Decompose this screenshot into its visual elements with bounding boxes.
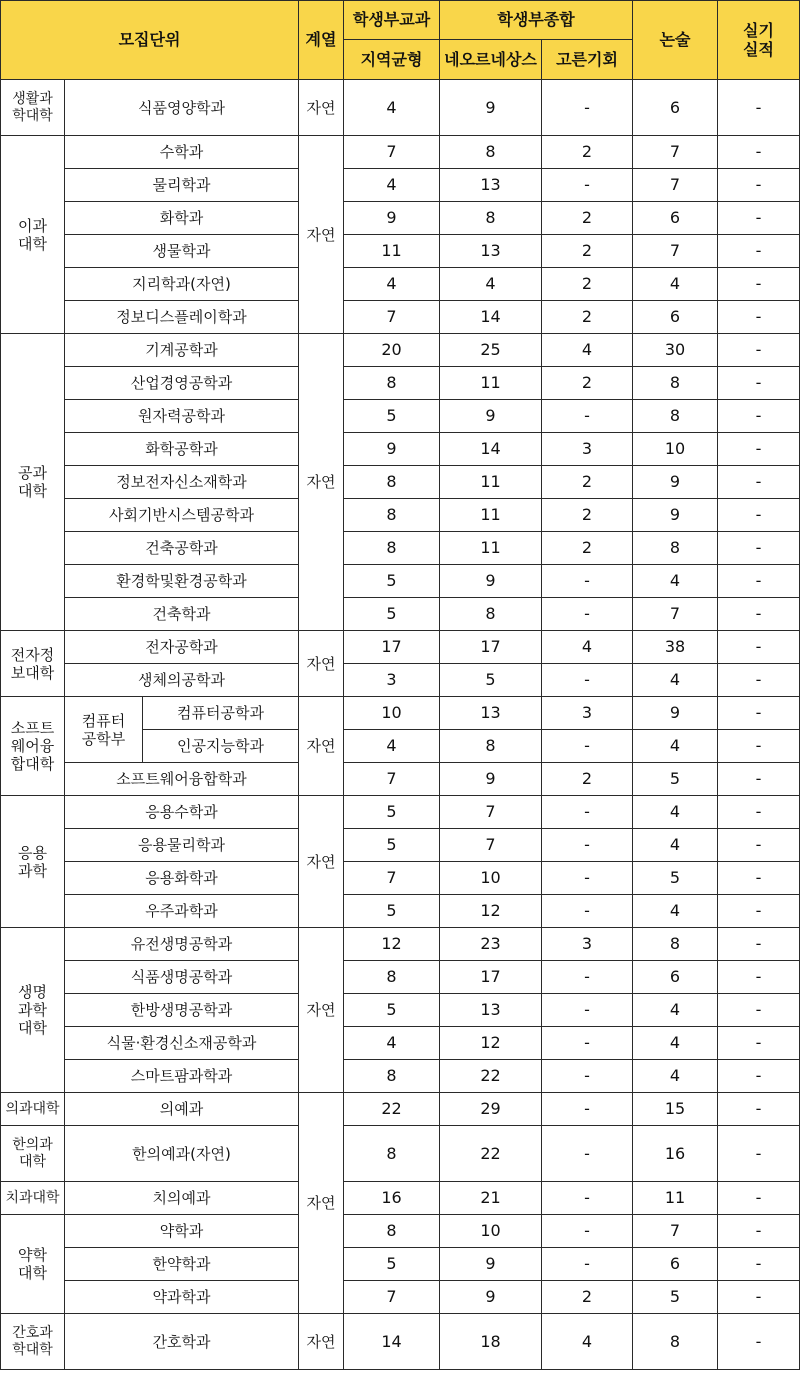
dept-cell: 우주과학과 (65, 895, 299, 928)
essay-cell: 7 (633, 1215, 718, 1248)
equal-cell: 2 (542, 301, 633, 334)
essay-cell: 11 (633, 1182, 718, 1215)
essay-cell: 5 (633, 763, 718, 796)
neo-cell: 13 (440, 235, 542, 268)
equal-cell: 2 (542, 235, 633, 268)
equal-cell: - (542, 961, 633, 994)
college-cell: 전자정 보대학 (1, 631, 65, 697)
dept-cell: 한의예과(자연) (65, 1126, 299, 1182)
practical-cell: - (718, 532, 800, 565)
dept-cell: 식물·환경신소재공학과 (65, 1027, 299, 1060)
equal-cell: - (542, 730, 633, 763)
college-cell: 간호과 학대학 (1, 1314, 65, 1370)
practical-cell: - (718, 400, 800, 433)
equal-cell: - (542, 169, 633, 202)
table-row (1, 202, 800, 235)
neo-cell: 9 (440, 400, 542, 433)
practical-cell: - (718, 235, 800, 268)
header-track: 계열 (299, 1, 344, 80)
dept-cell: 정보디스플레이학과 (65, 301, 299, 334)
essay-cell: 7 (633, 235, 718, 268)
dept-cell: 물리학과 (65, 169, 299, 202)
regional-cell: 5 (344, 400, 440, 433)
division-cell: 컴퓨터 공학부 (65, 697, 143, 763)
regional-cell: 9 (344, 433, 440, 466)
header-school-grades: 학생부교과 (344, 1, 440, 40)
regional-cell: 22 (344, 1093, 440, 1126)
neo-cell: 17 (440, 961, 542, 994)
regional-cell: 4 (344, 80, 440, 136)
table-row (1, 697, 800, 730)
dept-cell: 응용화학과 (65, 862, 299, 895)
table-row (1, 1314, 800, 1370)
dept-cell: 원자력공학과 (65, 400, 299, 433)
essay-cell: 4 (633, 796, 718, 829)
header-essay: 논술 (633, 1, 718, 80)
college-cell: 생활과 학대학 (1, 80, 65, 136)
practical-cell: - (718, 1281, 800, 1314)
equal-cell: - (542, 1027, 633, 1060)
regional-cell: 8 (344, 1126, 440, 1182)
dept-cell: 간호학과 (65, 1314, 299, 1370)
regional-cell: 5 (344, 829, 440, 862)
dept-cell: 기계공학과 (65, 334, 299, 367)
track-cell: 자연 (299, 796, 344, 928)
equal-cell: - (542, 994, 633, 1027)
regional-cell: 8 (344, 1215, 440, 1248)
practical-cell: - (718, 367, 800, 400)
neo-cell: 13 (440, 169, 542, 202)
practical-cell: - (718, 80, 800, 136)
equal-cell: 2 (542, 466, 633, 499)
neo-cell: 9 (440, 763, 542, 796)
regional-cell: 5 (344, 565, 440, 598)
regional-cell: 4 (344, 1027, 440, 1060)
dept-cell: 응용물리학과 (65, 829, 299, 862)
neo-cell: 9 (440, 1281, 542, 1314)
practical-cell: - (718, 796, 800, 829)
college-cell: 약학 대학 (1, 1215, 65, 1314)
essay-cell: 9 (633, 697, 718, 730)
regional-cell: 12 (344, 928, 440, 961)
header-practical: 실기 실적 (718, 1, 800, 80)
regional-cell: 9 (344, 202, 440, 235)
practical-cell: - (718, 730, 800, 763)
college-cell: 응용 과학 (1, 796, 65, 928)
regional-cell: 14 (344, 1314, 440, 1370)
practical-cell: - (718, 763, 800, 796)
table-row (1, 961, 800, 994)
practical-cell: - (718, 334, 800, 367)
table-row (1, 631, 800, 664)
header-regional: 지역균형 (344, 40, 440, 80)
equal-cell: - (542, 829, 633, 862)
equal-cell: - (542, 565, 633, 598)
college-cell: 이과 대학 (1, 136, 65, 334)
dept-cell: 화학과 (65, 202, 299, 235)
neo-cell: 8 (440, 136, 542, 169)
regional-cell: 8 (344, 367, 440, 400)
neo-cell: 14 (440, 301, 542, 334)
practical-cell: - (718, 928, 800, 961)
essay-cell: 7 (633, 169, 718, 202)
table-row (1, 1060, 800, 1093)
table-row (1, 433, 800, 466)
practical-cell: - (718, 202, 800, 235)
essay-cell: 6 (633, 80, 718, 136)
neo-cell: 9 (440, 565, 542, 598)
table-row (1, 1248, 800, 1281)
dept-cell: 의예과 (65, 1093, 299, 1126)
essay-cell: 8 (633, 1314, 718, 1370)
dept-cell: 약과학과 (65, 1281, 299, 1314)
equal-cell: 2 (542, 367, 633, 400)
regional-cell: 4 (344, 268, 440, 301)
table-row (1, 499, 800, 532)
neo-cell: 5 (440, 664, 542, 697)
track-cell: 자연 (299, 334, 344, 631)
table-row (1, 928, 800, 961)
practical-cell: - (718, 433, 800, 466)
dept-cell: 한약학과 (65, 1248, 299, 1281)
practical-cell: - (718, 961, 800, 994)
equal-cell: - (542, 1182, 633, 1215)
college-cell: 치과대학 (1, 1182, 65, 1215)
equal-cell: - (542, 80, 633, 136)
equal-cell: - (542, 1248, 633, 1281)
regional-cell: 7 (344, 862, 440, 895)
table-row (1, 169, 800, 202)
table-row (1, 664, 800, 697)
dept-cell: 식품생명공학과 (65, 961, 299, 994)
practical-cell: - (718, 862, 800, 895)
practical-cell: - (718, 598, 800, 631)
dept-cell: 산업경영공학과 (65, 367, 299, 400)
practical-cell: - (718, 169, 800, 202)
regional-cell: 8 (344, 961, 440, 994)
practical-cell: - (718, 829, 800, 862)
equal-cell: 4 (542, 631, 633, 664)
equal-cell: 4 (542, 1314, 633, 1370)
track-cell: 자연 (299, 631, 344, 697)
table-row (1, 1182, 800, 1215)
table-row (1, 763, 800, 796)
table-row (1, 1093, 800, 1126)
dept-cell: 인공지능학과 (143, 730, 299, 763)
regional-cell: 20 (344, 334, 440, 367)
table-row (1, 862, 800, 895)
essay-cell: 4 (633, 829, 718, 862)
header-neo-renaissance: 네오르네상스 (440, 40, 542, 80)
neo-cell: 22 (440, 1060, 542, 1093)
essay-cell: 4 (633, 730, 718, 763)
practical-cell: - (718, 697, 800, 730)
header-school-comprehensive: 학생부종합 (440, 1, 633, 40)
regional-cell: 7 (344, 136, 440, 169)
essay-cell: 8 (633, 400, 718, 433)
college-cell: 한의과 대학 (1, 1126, 65, 1182)
regional-cell: 4 (344, 730, 440, 763)
equal-cell: 2 (542, 1281, 633, 1314)
essay-cell: 4 (633, 994, 718, 1027)
equal-cell: 2 (542, 499, 633, 532)
neo-cell: 8 (440, 598, 542, 631)
college-cell: 소프트 웨어융 합대학 (1, 697, 65, 796)
essay-cell: 8 (633, 928, 718, 961)
track-cell: 자연 (299, 697, 344, 796)
practical-cell: - (718, 136, 800, 169)
essay-cell: 4 (633, 664, 718, 697)
essay-cell: 10 (633, 433, 718, 466)
dept-cell: 건축학과 (65, 598, 299, 631)
header-equal-opportunity: 고른기회 (542, 40, 633, 80)
equal-cell: 2 (542, 136, 633, 169)
dept-cell: 생체의공학과 (65, 664, 299, 697)
neo-cell: 12 (440, 895, 542, 928)
practical-cell: - (718, 1215, 800, 1248)
practical-cell: - (718, 499, 800, 532)
table-row (1, 235, 800, 268)
dept-cell: 수학과 (65, 136, 299, 169)
track-cell: 자연 (299, 136, 344, 334)
header-unit: 모집단위 (1, 1, 299, 80)
essay-cell: 16 (633, 1126, 718, 1182)
track-cell: 자연 (299, 80, 344, 136)
dept-cell: 한방생명공학과 (65, 994, 299, 1027)
equal-cell: 2 (542, 268, 633, 301)
neo-cell: 17 (440, 631, 542, 664)
regional-cell: 5 (344, 1248, 440, 1281)
regional-cell: 7 (344, 763, 440, 796)
essay-cell: 4 (633, 1027, 718, 1060)
table-row (1, 829, 800, 862)
neo-cell: 29 (440, 1093, 542, 1126)
essay-cell: 4 (633, 1060, 718, 1093)
neo-cell: 25 (440, 334, 542, 367)
table-row (1, 532, 800, 565)
essay-cell: 6 (633, 301, 718, 334)
essay-cell: 5 (633, 862, 718, 895)
equal-cell: - (542, 400, 633, 433)
regional-cell: 7 (344, 301, 440, 334)
dept-cell: 소프트웨어융합학과 (65, 763, 299, 796)
regional-cell: 5 (344, 994, 440, 1027)
essay-cell: 6 (633, 961, 718, 994)
practical-cell: - (718, 664, 800, 697)
essay-cell: 7 (633, 598, 718, 631)
table-row (1, 1215, 800, 1248)
regional-cell: 8 (344, 532, 440, 565)
dept-cell: 약학과 (65, 1215, 299, 1248)
college-cell: 생명 과학 대학 (1, 928, 65, 1093)
practical-cell: - (718, 895, 800, 928)
essay-cell: 38 (633, 631, 718, 664)
table-row (1, 466, 800, 499)
neo-cell: 11 (440, 499, 542, 532)
neo-cell: 13 (440, 697, 542, 730)
practical-cell: - (718, 1027, 800, 1060)
practical-cell: - (718, 268, 800, 301)
equal-cell: - (542, 1060, 633, 1093)
equal-cell: 3 (542, 433, 633, 466)
neo-cell: 7 (440, 796, 542, 829)
regional-cell: 8 (344, 499, 440, 532)
practical-cell: - (718, 1060, 800, 1093)
dept-cell: 유전생명공학과 (65, 928, 299, 961)
equal-cell: 4 (542, 334, 633, 367)
table-row (1, 1126, 800, 1182)
practical-cell: - (718, 1314, 800, 1370)
equal-cell: 3 (542, 928, 633, 961)
equal-cell: - (542, 1093, 633, 1126)
practical-cell: - (718, 565, 800, 598)
equal-cell: - (542, 1215, 633, 1248)
essay-cell: 9 (633, 499, 718, 532)
regional-cell: 3 (344, 664, 440, 697)
equal-cell: - (542, 796, 633, 829)
regional-cell: 11 (344, 235, 440, 268)
neo-cell: 23 (440, 928, 542, 961)
essay-cell: 30 (633, 334, 718, 367)
equal-cell: - (542, 1126, 633, 1182)
essay-cell: 4 (633, 268, 718, 301)
practical-cell: - (718, 1248, 800, 1281)
table-row (1, 136, 800, 169)
essay-cell: 5 (633, 1281, 718, 1314)
neo-cell: 7 (440, 829, 542, 862)
neo-cell: 22 (440, 1126, 542, 1182)
dept-cell: 지리학과(자연) (65, 268, 299, 301)
regional-cell: 5 (344, 895, 440, 928)
regional-cell: 5 (344, 796, 440, 829)
dept-cell: 컴퓨터공학과 (143, 697, 299, 730)
essay-cell: 8 (633, 532, 718, 565)
essay-cell: 4 (633, 895, 718, 928)
regional-cell: 5 (344, 598, 440, 631)
dept-cell: 건축공학과 (65, 532, 299, 565)
dept-cell: 생물학과 (65, 235, 299, 268)
equal-cell: - (542, 862, 633, 895)
equal-cell: 2 (542, 202, 633, 235)
equal-cell: - (542, 895, 633, 928)
neo-cell: 12 (440, 1027, 542, 1060)
neo-cell: 14 (440, 433, 542, 466)
essay-cell: 4 (633, 565, 718, 598)
table-row (1, 1281, 800, 1314)
practical-cell: - (718, 301, 800, 334)
neo-cell: 18 (440, 1314, 542, 1370)
practical-cell: - (718, 631, 800, 664)
track-cell: 자연 (299, 928, 344, 1093)
dept-cell: 식품영양학과 (65, 80, 299, 136)
dept-cell: 정보전자신소재학과 (65, 466, 299, 499)
neo-cell: 4 (440, 268, 542, 301)
table-row (1, 334, 800, 367)
dept-cell: 응용수학과 (65, 796, 299, 829)
neo-cell: 11 (440, 466, 542, 499)
table-row (1, 895, 800, 928)
equal-cell: 2 (542, 763, 633, 796)
dept-cell: 치의예과 (65, 1182, 299, 1215)
neo-cell: 11 (440, 532, 542, 565)
regional-cell: 16 (344, 1182, 440, 1215)
table-row (1, 400, 800, 433)
regional-cell: 8 (344, 466, 440, 499)
regional-cell: 17 (344, 631, 440, 664)
regional-cell: 4 (344, 169, 440, 202)
essay-cell: 6 (633, 1248, 718, 1281)
dept-cell: 화학공학과 (65, 433, 299, 466)
essay-cell: 9 (633, 466, 718, 499)
table-row (1, 1027, 800, 1060)
regional-cell: 10 (344, 697, 440, 730)
dept-cell: 스마트팜과학과 (65, 1060, 299, 1093)
practical-cell: - (718, 1126, 800, 1182)
table-row (1, 367, 800, 400)
track-cell: 자연 (299, 1314, 344, 1370)
neo-cell: 8 (440, 730, 542, 763)
neo-cell: 8 (440, 202, 542, 235)
table-row (1, 301, 800, 334)
table-row (1, 80, 800, 136)
table-row (1, 796, 800, 829)
table-row (1, 565, 800, 598)
equal-cell: - (542, 598, 633, 631)
table-row (1, 268, 800, 301)
equal-cell: 3 (542, 697, 633, 730)
dept-cell: 전자공학과 (65, 631, 299, 664)
neo-cell: 10 (440, 1215, 542, 1248)
practical-cell: - (718, 1182, 800, 1215)
neo-cell: 21 (440, 1182, 542, 1215)
table-row (1, 994, 800, 1027)
neo-cell: 9 (440, 1248, 542, 1281)
essay-cell: 7 (633, 136, 718, 169)
track-cell: 자연 (299, 1093, 344, 1314)
practical-cell: - (718, 1093, 800, 1126)
neo-cell: 13 (440, 994, 542, 1027)
neo-cell: 11 (440, 367, 542, 400)
neo-cell: 9 (440, 80, 542, 136)
neo-cell: 10 (440, 862, 542, 895)
regional-cell: 8 (344, 1060, 440, 1093)
dept-cell: 사회기반시스템공학과 (65, 499, 299, 532)
regional-cell: 7 (344, 1281, 440, 1314)
essay-cell: 6 (633, 202, 718, 235)
college-cell: 의과대학 (1, 1093, 65, 1126)
college-cell: 공과 대학 (1, 334, 65, 631)
equal-cell: - (542, 664, 633, 697)
practical-cell: - (718, 994, 800, 1027)
dept-cell: 환경학및환경공학과 (65, 565, 299, 598)
table-row (1, 598, 800, 631)
essay-cell: 8 (633, 367, 718, 400)
equal-cell: 2 (542, 532, 633, 565)
essay-cell: 15 (633, 1093, 718, 1126)
practical-cell: - (718, 466, 800, 499)
